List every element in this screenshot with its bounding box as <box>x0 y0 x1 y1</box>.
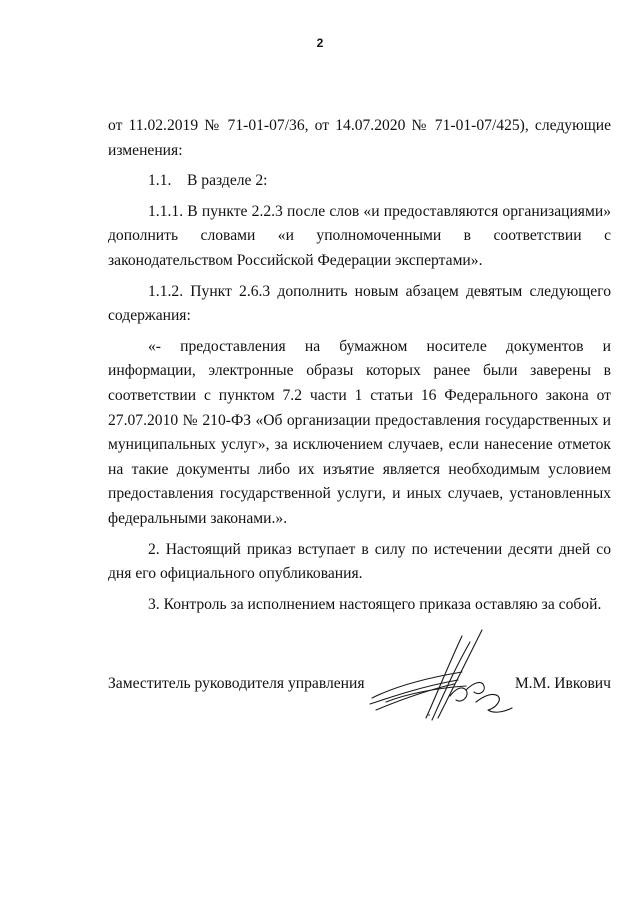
document-body <box>108 114 611 623</box>
page-number: 2 <box>316 36 324 50</box>
paragraph-item-2: 2. Настоящий приказ вступает в силу по истечении десяти дней со дня его официального опубликования. <box>108 540 611 583</box>
paragraph-item-3: 3. Контроль за исполнением настоящего приказа оставляю за собой. <box>148 595 602 613</box>
paragraph-section-1-1-1: 1.1.1. В пункте 2.2.3 после слов «и предоставляются организациями» дополнить словами «и уполномоченными в соответствии с законодательством Российской Федерации экспертами». <box>108 202 611 269</box>
paragraph-section-1-1: 1.1. В разделе 2: <box>148 172 268 190</box>
handwritten-signature <box>366 626 516 730</box>
scan-speck <box>428 714 430 716</box>
paragraph-section-1-1-2: 1.1.2. Пункт 2.6.3 дополнить новым абзацем девятым следующего содержания: <box>108 282 611 325</box>
paragraph-continuation: от 11.02.2019 № 71-01-07/36, от 14.07.2020 № 71-01-07/425), следующие изменения: <box>108 117 611 159</box>
paragraph-quoted-amendment: «- предоставления на бумажном носителе документов и информации, электронные образы которых ранее были заверены в соответствии с пунктом 7.2 части 1 статьи 16 Федерального закона от 27.07.2010 № 210-ФЗ «Об организации предоставления государственных и муниципальных услуг», за исключением случаев, если нанесение отметок на такие документы либо их изъятие является необходимым условием предоставления государственной услуги, и иных случаев, установленных федеральными законами.». <box>108 337 611 527</box>
signature-block <box>108 670 611 720</box>
signatory-title: Заместитель руководителя управления <box>108 675 365 692</box>
signatory-name: М.М. Ивкович <box>514 675 611 692</box>
